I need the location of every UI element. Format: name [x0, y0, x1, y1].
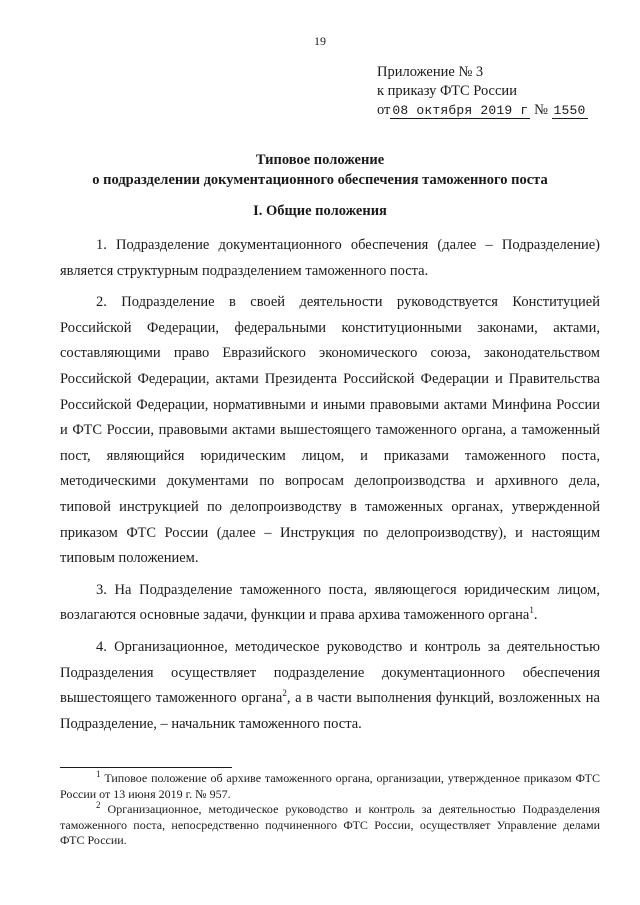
footnote-1 [60, 771, 600, 802]
paragraph-3-text: 3. На Подразделение таможенного поста, являющегося юридическим лицом, возлагаются основные задачи, функции и права архива таможенного органа [60, 581, 600, 624]
document-title-line-1: Типовое положение [255, 152, 385, 168]
document-title [0, 150, 640, 190]
appendix-block [377, 63, 588, 120]
appendix-line-2: к приказу ФТС России [377, 83, 517, 99]
footnote-ref-2[interactable]: 2 [282, 688, 287, 699]
page-number: 19 [314, 34, 326, 48]
order-number: 1550 [553, 103, 586, 118]
footnote-2 [60, 802, 600, 849]
body-text [60, 233, 600, 743]
footnote-1-mark: 1 [96, 769, 101, 779]
footnote-1-text: Типовое положение об архиве таможенного органа, организации, утвержденное приказом ФТС России от 13 июня 2019 г. № 957. [60, 771, 600, 801]
footnote-2-text: Организационное, методическое руководство и контроль за деятельностью Подразделения таможенного поста, непосредственно подчиненного ФТС России, осуществляет Управление делами ФТС России. [60, 802, 600, 847]
paragraph-3 [60, 578, 600, 629]
appendix-line-1: Приложение № 3 [377, 64, 484, 80]
footnote-divider [60, 767, 232, 768]
section-heading: I. Общие положения [253, 203, 387, 219]
order-from-prefix: от [377, 102, 391, 118]
paragraph-1-text: 1. Подразделение документационного обеспечения (далее – Подразделение) является структурным подразделением таможенного поста. [60, 237, 600, 279]
order-date: 08 октября 2019 г [392, 103, 529, 118]
order-number-prefix: № [534, 102, 548, 118]
paragraph-4-text: 4. Организационное, методическое руководство и контроль за деятельностью Подразделения осуществляет подразделение документационного обеспечения вышестоящего таможенного органа [60, 638, 600, 707]
footnote-ref-1[interactable]: 1 [529, 605, 534, 616]
document-title-line-2: о подразделении документационного обеспечения таможенного поста [92, 172, 548, 188]
paragraph-4-tail: , а в части выполнения функций, возложенных на Подразделение, – начальник таможенного поста. [60, 690, 600, 732]
footnote-2-mark: 2 [96, 800, 101, 810]
paragraph-2 [60, 290, 600, 572]
order-line [377, 101, 588, 120]
paragraph-3-tail: . [533, 607, 538, 624]
paragraph-4 [60, 635, 600, 737]
paragraph-1 [60, 233, 600, 284]
paragraph-2-text: 2. Подразделение в своей деятельности руководствуется Конституцией Российской Федерации, федеральными конституционными законами, актами, составляющими право Евразийского экономического союза, законодательством Российской Федерации, актами Президента Российской Федерации и Правительства Российской Федерации, нормативными и иными правовыми актами Минфина России и ФТС России, правовыми актами вышестоящего таможенного органа, а таможенный пост, являющийся юридическим лицом, и приказами таможенного поста, методическими документами по вопросам делопроизводства и архивного дела, типовой инструкцией по делопроизводству в таможенных органах, утвержденной приказом ФТС России (далее – Инструкция по делопроизводству), и настоящим типовым положением. [60, 294, 600, 567]
footnotes [60, 771, 600, 849]
